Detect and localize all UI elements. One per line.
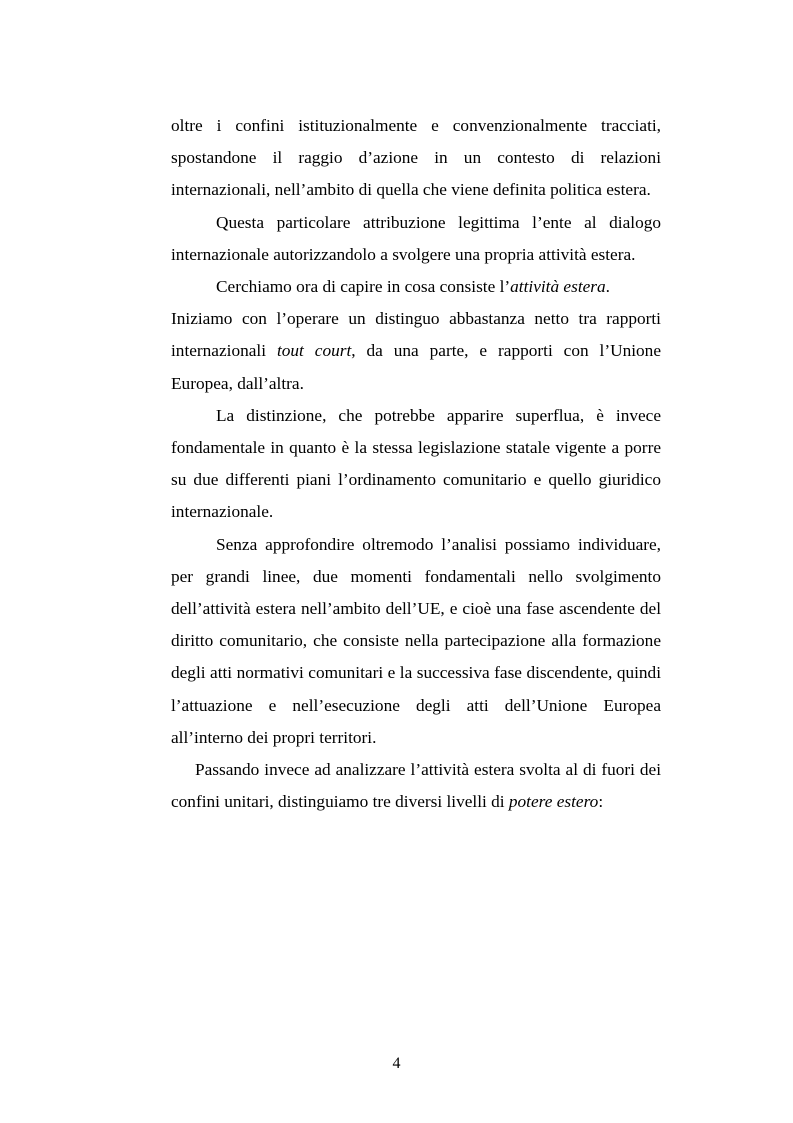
paragraph-2: Questa particolare attribuzione legittima l’ente al dialogo internazionale autorizzandolo a svolgere una propria attività estera. [171, 212, 661, 264]
page-number: 4 [392, 1055, 401, 1072]
paragraph-3-emphasis: attività estera [510, 277, 606, 297]
paragraph-7-tail: : [598, 792, 604, 812]
paragraph-4-emphasis: tout court [276, 341, 352, 361]
paragraph-7-emphasis: potere estero [508, 792, 599, 812]
paragraph-4 [171, 303, 661, 400]
paragraph-3 [171, 271, 661, 303]
paragraph-1: oltre i confini istituzionalmente e convenzionalmente tracciati, spostandone il raggio d’azione in un contesto di relazioni internazionali, nell’ambito di quella che viene definita politica estera. [171, 116, 661, 200]
paragraph-6: Senza approfondire oltremodo l’analisi possiamo individuare, per grandi linee, due momenti fondamentali nello svolgimento dell’attività estera nell’ambito dell’UE, e cioè una fase ascendente del diritto comunitario, che consiste nella partecipazione alla formazione degli atti normativi comunitari e la successiva fase discendente, quindi l’attuazione e nell’esecuzione degli atti dell’Unione Europea all’interno dei propri territori. [171, 534, 661, 747]
paragraph-3-tail: . [605, 277, 610, 297]
paragraph-5: La distinzione, che potrebbe apparire superflua, è invece fondamentale in quanto è la stessa legislazione statale vigente a porre su due differenti piani l’ordinamento comunitario e quello giuridico internazionale. [171, 405, 661, 522]
document-body [171, 110, 661, 818]
paragraph-7 [171, 754, 661, 818]
paragraph-7-text: Passando invece ad analizzare l’attività estera svolta al di fuori dei confini unitari, distinguiamo tre diversi livelli di [171, 760, 661, 812]
paragraph-3-text: Cerchiamo ora di capire in cosa consiste l’ [216, 277, 511, 297]
paragraph-4-tail: , da una parte, e rapporti con l’Unione Europea, dall’altra. [171, 341, 661, 393]
paragraph-4-text: Iniziamo con l’operare un distinguo abbastanza netto tra rapporti internazionali [171, 309, 661, 361]
